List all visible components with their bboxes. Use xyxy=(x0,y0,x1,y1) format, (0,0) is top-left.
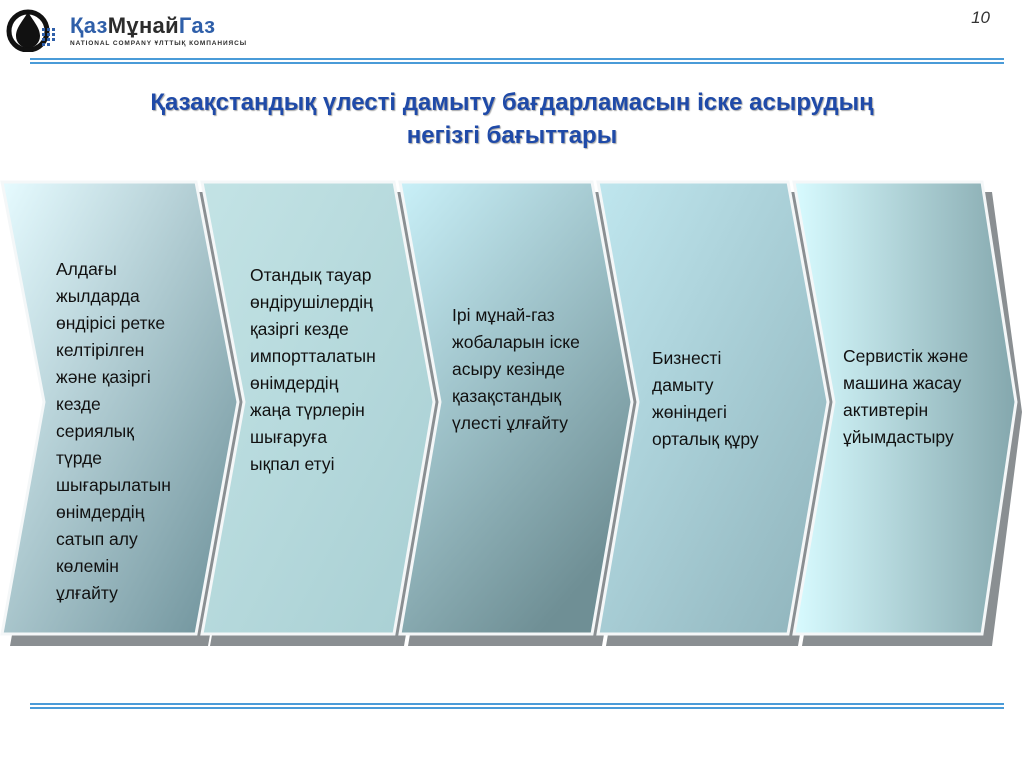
slide-title xyxy=(40,86,984,152)
logo-subtitle: NATIONAL COMPANY ҰЛТТЫҚ КОМПАНИЯСЫ xyxy=(70,40,247,47)
direction-5-line: ұйымдастыру xyxy=(843,427,954,447)
direction-5-text xyxy=(843,343,1013,451)
direction-2-line: Отандық тауар xyxy=(250,265,372,285)
slide-title-line-2: негізгі бағыттары xyxy=(406,122,618,149)
direction-2-text xyxy=(250,262,420,478)
direction-4-line: жөніндегі xyxy=(652,402,727,422)
bottom-divider xyxy=(30,703,1004,709)
direction-2-line: өнімдердің xyxy=(250,373,339,393)
direction-2-line: ықпал етуі xyxy=(250,454,335,474)
direction-5-line: активтерін xyxy=(843,400,929,420)
direction-1-line: сатып алу xyxy=(56,529,138,549)
direction-2-line: импортталатын xyxy=(250,346,376,366)
direction-1-line: өндірісі ретке xyxy=(56,313,166,333)
direction-3-line: қазақстандық xyxy=(452,386,562,406)
logo-drop-icon xyxy=(4,6,60,52)
direction-2-line: жаңа түрлерін xyxy=(250,400,365,420)
direction-1-line: сериялық xyxy=(56,421,134,441)
direction-3-text xyxy=(452,302,620,437)
direction-1-line: Алдағы xyxy=(56,259,117,279)
direction-1-line: және қазіргі xyxy=(56,367,151,387)
direction-2-line: қазіргі кезде xyxy=(250,319,349,339)
direction-4-line: Бизнесті xyxy=(652,348,722,368)
direction-1-line: өнімдердің xyxy=(56,502,145,522)
direction-4-text xyxy=(652,345,802,453)
direction-5-line: Сервистік және xyxy=(843,346,969,366)
company-logo xyxy=(4,6,274,52)
direction-3-line: асыру кезінде xyxy=(452,359,565,379)
page-number: 10 xyxy=(971,8,990,27)
direction-1-line: шығарылатын xyxy=(56,475,171,495)
direction-1-line: ұлғайту xyxy=(56,583,118,603)
direction-2-line: шығаруға xyxy=(250,427,328,447)
top-divider xyxy=(30,58,1004,64)
direction-1-line: кезде xyxy=(56,394,101,414)
logo-wordmark xyxy=(70,14,215,38)
direction-4-line: дамыту xyxy=(652,375,714,395)
slide-title-line-1: Қазақстандық үлесті дамыту бағдарламасын іске асырудың xyxy=(150,89,874,116)
logo-wordmark-kaz: Қаз xyxy=(70,13,108,38)
direction-5-line: машина жасау xyxy=(843,373,962,393)
direction-3-line: үлесті ұлғайту xyxy=(452,413,569,433)
direction-4-line: орталық құру xyxy=(652,429,759,449)
direction-1-text xyxy=(56,256,216,607)
direction-1-line: келтірілген xyxy=(56,340,145,360)
direction-1-line: көлемін xyxy=(56,556,119,576)
logo-wordmark-gaz: Газ xyxy=(178,13,216,38)
direction-3-line: жобаларын іске xyxy=(452,332,580,352)
direction-1-line: түрде xyxy=(56,448,103,468)
direction-3-line: Ірі мұнай-газ xyxy=(452,305,555,325)
logo-wordmark-munai: Мұнай xyxy=(107,13,179,38)
direction-2-line: өндірушілердің xyxy=(250,292,373,312)
direction-1-line: жылдарда xyxy=(56,286,140,306)
